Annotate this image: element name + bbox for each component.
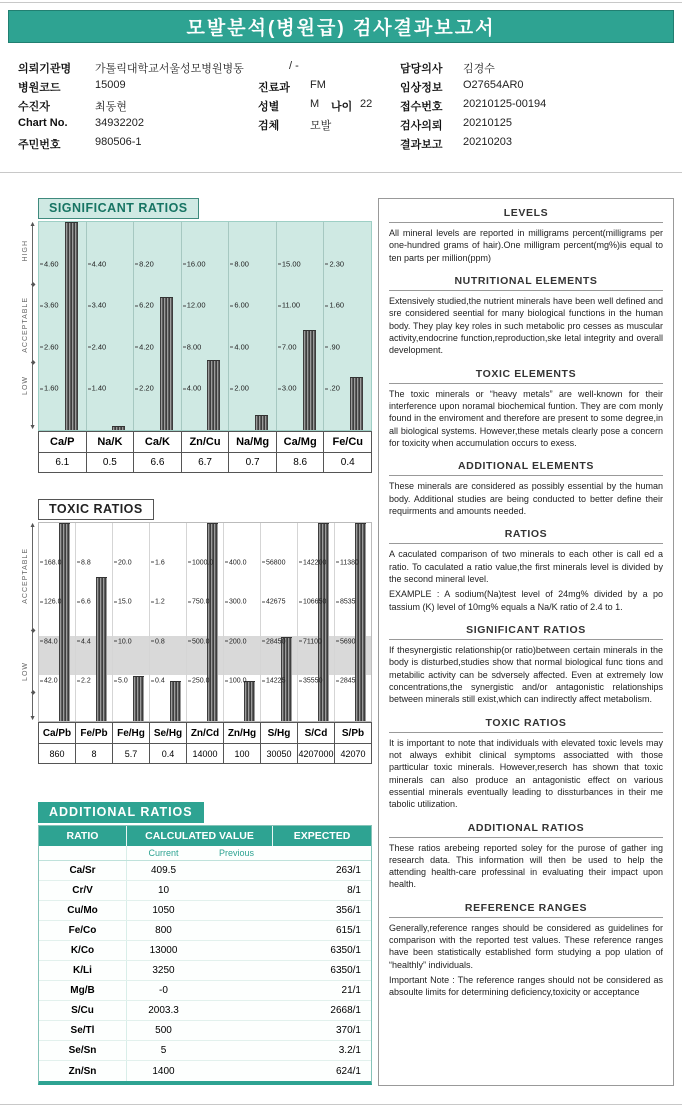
category-cell: Fe/Hg bbox=[112, 723, 149, 743]
ratio-bar bbox=[133, 676, 144, 721]
category-cell: Na/K bbox=[86, 432, 134, 452]
ratio-name-cell: K/Li bbox=[39, 961, 127, 980]
ratio-bar bbox=[318, 523, 329, 721]
value-cell: 0.4 bbox=[149, 744, 186, 763]
expected-value-cell: 356/1 bbox=[335, 905, 361, 916]
chart-column bbox=[334, 523, 371, 721]
category-cell: S/Cd bbox=[297, 723, 334, 743]
chart-column bbox=[75, 523, 112, 721]
org-name-label: 의뢰기관명 bbox=[18, 63, 72, 75]
chart-column bbox=[133, 222, 181, 430]
scale-tick-label: 14225 bbox=[262, 678, 285, 685]
value-cell: 100 bbox=[223, 744, 260, 763]
chart-column bbox=[297, 523, 334, 721]
chart-column bbox=[86, 222, 134, 430]
scale-tick-label: 16.00 bbox=[183, 259, 206, 268]
additional-ratios-table-header bbox=[39, 826, 371, 846]
axis-arrow-up-icon: ▲ bbox=[29, 221, 36, 228]
report-title-banner bbox=[8, 10, 674, 43]
scale-tick-label: 2.20 bbox=[135, 384, 154, 393]
current-value-cell: 2003.3 bbox=[148, 1005, 179, 1016]
axis-arrow-up-icon: ▲ bbox=[29, 522, 36, 529]
scale-tick-label: 6.20 bbox=[135, 301, 154, 310]
expected-value-cell: 263/1 bbox=[335, 865, 361, 876]
significant-ratios-block bbox=[8, 198, 372, 473]
table-row bbox=[39, 981, 371, 1001]
scale-tick-label: 42675 bbox=[262, 599, 285, 606]
ratio-name-cell: S/Cu bbox=[39, 1001, 127, 1020]
patient-info bbox=[0, 60, 682, 165]
expected-value-cell: 6350/1 bbox=[330, 965, 361, 976]
significant-ratios-value-row bbox=[38, 453, 372, 473]
info-section-divider bbox=[389, 917, 663, 918]
sex-label: 성별 bbox=[258, 101, 280, 113]
category-cell: Ca/Mg bbox=[276, 432, 324, 452]
scale-tick-label: 4.00 bbox=[230, 342, 249, 351]
info-section-text: All mineral levels are reported in milligrams percent(milligrams per one-hundred grams of hair).One milligram percent(mg%)is equal to ten parts per million(ppm) bbox=[389, 228, 663, 263]
scale-tick-label: 1.60 bbox=[325, 301, 344, 310]
info-section bbox=[389, 902, 663, 999]
info-section-text: Extensively studied,the nutrient minerals have been well defined and sre considered seential for many biological functions in the human body. They play key roles in such metabolic pro cesses as muscular activity,endocrine function,reproduction,ske letal integrity and overall development. bbox=[389, 295, 663, 356]
scale-tick-label: 3.40 bbox=[88, 301, 107, 310]
info-section bbox=[389, 822, 663, 891]
info-section-divider bbox=[389, 837, 663, 838]
table-row bbox=[39, 861, 371, 881]
scale-tick-label: 2.00 bbox=[230, 384, 249, 393]
scale-tick-label: 500.0 bbox=[188, 638, 210, 645]
significant-ratios-chart bbox=[8, 221, 372, 431]
value-cell: 30050 bbox=[260, 744, 297, 763]
info-section bbox=[389, 207, 663, 264]
toxic-ratios-chart-title: TOXIC RATIOS bbox=[38, 499, 154, 520]
ratio-name-cell: Zn/Sn bbox=[39, 1061, 127, 1081]
scale-tick-label: 6.00 bbox=[230, 301, 249, 310]
table-row bbox=[39, 1021, 371, 1041]
table-row bbox=[39, 881, 371, 901]
scale-tick-label: 1.40 bbox=[88, 384, 107, 393]
ratio-name-cell: Fe/Co bbox=[39, 921, 127, 940]
value-cell: 6.6 bbox=[133, 453, 181, 472]
ratio-name-cell: Ca/Sr bbox=[39, 861, 127, 880]
toxic-ratios-category-row bbox=[38, 722, 372, 744]
axis-zone-acceptable-label: ACCEPTABLE bbox=[22, 296, 29, 353]
previous-subheader: Previous bbox=[218, 848, 254, 858]
scale-tick-label: 3.60 bbox=[40, 301, 59, 310]
scale-tick-label: 28450 bbox=[262, 638, 285, 645]
additional-ratios-title: ADDITIONAL RATIOS bbox=[38, 802, 204, 823]
calculated-column-header: CALCULATED VALUE bbox=[127, 826, 273, 846]
additional-ratios-table bbox=[38, 825, 372, 1085]
axis-diamond-icon: ◆ bbox=[30, 690, 36, 696]
category-cell: Ca/P bbox=[50, 436, 75, 448]
info-section-divider bbox=[389, 543, 663, 544]
info-section-text: If thesynergistic relationship(or ratio)between certain minerals in the body is disturbed,studies show that normal biological func tions and metabilic activity can be sdversely affected. Even at extremely low concentrations,the synergistic and/or antagonistic relationships between minerals still exist,which can indirectly affect metabolism. bbox=[389, 644, 663, 705]
resident-no-label: 주민번호 bbox=[18, 139, 61, 151]
clinical-info-value: O27654AR0 bbox=[463, 79, 524, 91]
current-value-cell: 800 bbox=[155, 925, 172, 936]
scale-tick-label: 5690 bbox=[336, 638, 356, 645]
scale-tick-label: 20.0 bbox=[114, 559, 132, 566]
category-cell: S/Hg bbox=[260, 723, 297, 743]
info-section-title: NUTRITIONAL ELEMENTS bbox=[454, 274, 598, 287]
info-section bbox=[389, 528, 663, 613]
scale-tick-label: 2.60 bbox=[40, 342, 59, 351]
expected-value-cell: 8/1 bbox=[347, 885, 361, 896]
info-section-divider bbox=[389, 639, 663, 640]
scale-tick-label: 0.8 bbox=[151, 638, 165, 645]
scale-tick-label: 168.0 bbox=[40, 559, 62, 566]
age-value: 22 bbox=[360, 98, 373, 110]
chart-column bbox=[112, 523, 149, 721]
scale-tick-label: 1.6 bbox=[151, 559, 165, 566]
scale-tick-label: 4.4 bbox=[77, 638, 91, 645]
department-label: 진료과 bbox=[258, 82, 290, 94]
info-section-divider bbox=[389, 290, 663, 291]
axis-arrow-down-icon: ▼ bbox=[29, 424, 36, 431]
info-section-divider bbox=[389, 732, 663, 733]
toxic-ratios-block bbox=[8, 499, 372, 764]
table-row bbox=[39, 941, 371, 961]
value-cell: 0.4 bbox=[323, 453, 371, 472]
scale-tick-label: 142200 bbox=[299, 559, 326, 566]
ratio-bar bbox=[244, 681, 255, 721]
scale-tick-label: 1.60 bbox=[40, 384, 59, 393]
table-row bbox=[39, 1061, 371, 1081]
expected-value-cell: 6350/1 bbox=[330, 945, 361, 956]
info-section-title: LEVELS bbox=[503, 207, 549, 219]
info-section-text: EXAMPLE : A sodium(Na)test level of 24mg% divided by a po tassium (K) level of 10mg% equals a Na/K ratio of 2.4 to 1. bbox=[389, 589, 663, 612]
scale-tick-label: 2.2 bbox=[77, 678, 91, 685]
specimen-label: 검체 bbox=[258, 120, 280, 132]
current-value-cell: 1400 bbox=[152, 1065, 175, 1077]
chart-column bbox=[276, 222, 324, 430]
table-row bbox=[39, 901, 371, 921]
toxic-ratios-axis bbox=[8, 522, 38, 722]
axis-diamond-icon: ◆ bbox=[30, 628, 36, 634]
scale-tick-label: 126.0 bbox=[40, 599, 62, 606]
info-section-divider bbox=[0, 172, 682, 173]
table-row bbox=[39, 1001, 371, 1021]
current-value-cell: 409.5 bbox=[150, 865, 177, 876]
table-row bbox=[39, 961, 371, 981]
category-cell: S/Pb bbox=[334, 723, 371, 743]
scale-tick-label: 8.00 bbox=[230, 259, 249, 268]
explanation-column bbox=[378, 198, 674, 1086]
report-title: 모발분석(병원급) 검사결과보고서 bbox=[186, 18, 496, 39]
axis-zone-high-label: HIGH bbox=[22, 239, 29, 262]
expected-value-cell: 624/1 bbox=[335, 1065, 361, 1077]
scale-tick-label: 15.00 bbox=[278, 259, 301, 268]
scale-tick-label: 10.0 bbox=[114, 638, 132, 645]
page-bottom-divider bbox=[0, 1104, 682, 1105]
scale-tick-label: 84.0 bbox=[40, 638, 58, 645]
significant-ratios-chart-title: SIGNIFICANT RATIOS bbox=[38, 198, 199, 219]
toxic-ratios-chart bbox=[8, 522, 372, 722]
department-value: FM bbox=[310, 79, 326, 91]
scale-tick-label: 15.0 bbox=[114, 599, 132, 606]
additional-ratios-subheader bbox=[39, 846, 371, 861]
ratio-bar bbox=[355, 523, 366, 721]
doctor-label: 담당의사 bbox=[400, 63, 443, 75]
scale-tick-label: 8.8 bbox=[77, 559, 91, 566]
chart-column bbox=[260, 523, 297, 721]
axis-diamond-icon: ◆ bbox=[30, 281, 36, 288]
info-section bbox=[389, 717, 663, 811]
report-date-label: 결과보고 bbox=[400, 139, 443, 151]
report-date-value: 20210203 bbox=[463, 136, 512, 148]
additional-ratios-table-body bbox=[39, 861, 371, 1081]
axis-zone-low-label: LOW bbox=[22, 662, 29, 681]
info-section-title: TOXIC ELEMENTS bbox=[475, 367, 577, 380]
current-value-cell: 5 bbox=[160, 1045, 167, 1056]
toxic-ratios-plot-area bbox=[38, 522, 372, 722]
subheader-spacer bbox=[39, 846, 127, 860]
scale-tick-label: 2.40 bbox=[88, 342, 107, 351]
ratio-bar bbox=[59, 523, 70, 721]
scale-tick-label: 56800 bbox=[262, 559, 285, 566]
scale-tick-label: 2.30 bbox=[325, 259, 344, 268]
chart-column bbox=[39, 222, 86, 430]
expected-value-cell: 21/1 bbox=[341, 985, 361, 996]
significant-ratios-category-row bbox=[38, 431, 372, 453]
ratio-bar bbox=[303, 330, 316, 430]
table-row bbox=[39, 1041, 371, 1061]
scale-tick-label: 1.2 bbox=[151, 599, 165, 606]
scale-tick-label: 300.0 bbox=[225, 599, 247, 606]
current-value-cell: 1050 bbox=[152, 905, 175, 916]
expected-value-cell: 615/1 bbox=[335, 925, 361, 936]
chart-column bbox=[223, 523, 260, 721]
scale-tick-label: 400.0 bbox=[225, 559, 247, 566]
sex-value: M bbox=[310, 98, 320, 110]
chart-column bbox=[186, 523, 223, 721]
info-section-divider bbox=[389, 222, 663, 223]
expected-value-cell: 3.2/1 bbox=[338, 1045, 361, 1056]
clinical-info-label: 임상정보 bbox=[400, 82, 443, 94]
info-section-text: The toxic minerals or “heavy metals” are well-known for their interference upon noramal biochemical funtion. They are com monly found in the enviroment and therefore are present to some degree,in all biological systems. However,these metals clearly pose a concern for toxicity when accumulation occurs to exess. bbox=[389, 388, 663, 448]
scale-tick-label: 200.0 bbox=[225, 638, 247, 645]
receipt-no-value: 20210125-00194 bbox=[463, 98, 547, 110]
info-section bbox=[389, 275, 663, 357]
value-cell: 0.5 bbox=[86, 453, 134, 472]
patient-name-label: 수진자 bbox=[18, 101, 50, 113]
page-top-divider bbox=[0, 2, 682, 3]
scale-tick-label: 7.00 bbox=[278, 342, 297, 351]
info-section-title: TOXIC RATIOS bbox=[485, 716, 567, 729]
axis-zone-low-label: LOW bbox=[22, 376, 29, 396]
value-cell: 6.1 bbox=[55, 457, 70, 468]
significant-ratios-plot-area bbox=[38, 221, 372, 431]
ratio-bar bbox=[207, 360, 220, 430]
scale-tick-label: 4.60 bbox=[40, 259, 59, 268]
scale-tick-label: 71100 bbox=[299, 638, 322, 645]
expected-value-cell: 2668/1 bbox=[330, 1005, 361, 1016]
scale-tick-label: 4.20 bbox=[135, 342, 154, 351]
age-label: 나이 bbox=[331, 101, 353, 113]
value-cell: 14000 bbox=[186, 744, 223, 763]
current-value-cell: 3250 bbox=[152, 965, 175, 976]
scale-tick-label: 11380 bbox=[336, 559, 359, 566]
ratio-bar bbox=[207, 523, 218, 721]
axis-zone-acceptable-label: ACCEPTABLE bbox=[22, 548, 29, 604]
axis-arrow-down-icon: ▼ bbox=[29, 715, 36, 722]
value-cell: 6.7 bbox=[181, 453, 229, 472]
chart-column bbox=[39, 523, 75, 721]
patient-name-value: 최동현 bbox=[95, 101, 127, 113]
significant-ratios-axis bbox=[8, 221, 38, 431]
ratio-name-cell: Cu/Mo bbox=[39, 901, 127, 920]
info-section-text: These ratios arebeing reported soley for the purose of gather ing research data. This information will then be used to help the attending health-care professinal in evaluating their impact upon health. bbox=[389, 842, 663, 890]
category-cell: Ca/Pb bbox=[42, 727, 72, 739]
ratio-bar bbox=[96, 577, 107, 721]
scale-tick-label: 750.0 bbox=[188, 599, 210, 606]
chart-no-value: 34932202 bbox=[95, 117, 144, 129]
chart-column bbox=[181, 222, 229, 430]
info-section-title: RATIOS bbox=[504, 528, 548, 541]
value-cell: 8.6 bbox=[276, 453, 324, 472]
table-row bbox=[39, 921, 371, 941]
value-cell: 0.7 bbox=[228, 453, 276, 472]
chart-column bbox=[323, 222, 371, 430]
hospital-code-value: 15009 bbox=[95, 79, 126, 91]
scale-tick-label: 2845 bbox=[336, 678, 356, 685]
scale-tick-label: 106650 bbox=[299, 599, 326, 606]
scale-tick-label: 11.00 bbox=[278, 301, 300, 310]
scale-tick-label: 42.0 bbox=[40, 678, 58, 685]
category-cell: Zn/Cd bbox=[186, 723, 223, 743]
scale-tick-label: 8.20 bbox=[135, 259, 154, 268]
info-section-text: It is important to note that individuals with elevated toxic levels may not always exhibit clinical symptoms associatted with those partticular toxic minerals. However,reserch has shown that toxic minerals can also produce an antagonistic effect on various essential minerals eventually leading to dissturbances in their me tabolic utilization. bbox=[389, 737, 663, 810]
category-cell: Ca/K bbox=[133, 432, 181, 452]
hospital-code-label: 병원코드 bbox=[18, 82, 61, 94]
value-cell: 42070 bbox=[334, 744, 371, 763]
info-section-title: REFERENCE RANGES bbox=[464, 901, 588, 914]
ratio-name-cell: Cr/V bbox=[39, 881, 127, 900]
chart-no-label: Chart No. bbox=[18, 117, 68, 129]
specimen-value: 모발 bbox=[310, 120, 332, 132]
ratio-name-cell: Se/Tl bbox=[39, 1021, 127, 1040]
scale-tick-label: 250.0 bbox=[188, 678, 210, 685]
ratio-bar bbox=[65, 222, 78, 430]
doctor-value: 김경수 bbox=[463, 63, 495, 75]
scale-tick-label: 4.00 bbox=[183, 384, 202, 393]
org-extra-value: / - bbox=[289, 60, 299, 72]
scale-tick-label: 6.6 bbox=[77, 599, 91, 606]
scale-tick-label: 1000.0 bbox=[188, 559, 213, 566]
category-cell: Fe/Pb bbox=[75, 723, 112, 743]
scale-tick-label: .20 bbox=[325, 384, 339, 393]
current-value-cell: 500 bbox=[155, 1025, 172, 1036]
expected-value-cell: 370/1 bbox=[335, 1025, 361, 1036]
current-value-cell: -0 bbox=[159, 985, 168, 996]
receipt-no-label: 접수번호 bbox=[400, 101, 443, 113]
value-cell: 8 bbox=[75, 744, 112, 763]
org-name-value: 가톨릭대학교서울성모병원병동 bbox=[95, 63, 244, 75]
expected-column-header: EXPECTED bbox=[293, 830, 351, 842]
ratio-bar bbox=[255, 415, 268, 430]
scale-tick-label: 12.00 bbox=[183, 301, 206, 310]
ratio-column-header: RATIO bbox=[39, 826, 127, 846]
current-subheader: Current bbox=[148, 848, 179, 858]
category-cell: Zn/Cu bbox=[181, 432, 229, 452]
axis-diamond-icon: ◆ bbox=[30, 359, 36, 366]
current-value-cell: 13000 bbox=[149, 945, 178, 956]
ratio-name-cell: Mg/B bbox=[39, 981, 127, 1000]
info-section-title: SIGNIFICANT RATIOS bbox=[466, 623, 586, 636]
charts-column bbox=[8, 198, 372, 1085]
ratio-bar bbox=[350, 377, 363, 430]
info-section-divider bbox=[389, 383, 663, 384]
value-cell: 860 bbox=[49, 748, 65, 759]
additional-ratios-block bbox=[8, 802, 372, 1085]
scale-tick-label: 100.0 bbox=[225, 678, 247, 685]
toxic-ratios-value-row bbox=[38, 744, 372, 764]
scale-tick-label: .90 bbox=[325, 342, 339, 351]
category-cell: Na/Mg bbox=[228, 432, 276, 452]
category-cell: Zn/Hg bbox=[223, 723, 260, 743]
chart-column bbox=[228, 222, 276, 430]
scale-tick-label: 8.00 bbox=[183, 342, 202, 351]
info-section bbox=[389, 460, 663, 517]
current-value-cell: 10 bbox=[157, 885, 170, 896]
info-section-title: ADDITIONAL RATIOS bbox=[467, 821, 585, 834]
resident-no-value: 980506-1 bbox=[95, 136, 142, 148]
chart-column bbox=[149, 523, 186, 721]
request-date-label: 검사의뢰 bbox=[400, 120, 443, 132]
ratio-bar bbox=[160, 297, 173, 430]
scale-tick-label: 0.4 bbox=[151, 678, 165, 685]
ratio-bar bbox=[112, 426, 125, 430]
request-date-value: 20210125 bbox=[463, 117, 512, 129]
category-cell: Se/Hg bbox=[149, 723, 186, 743]
scale-tick-label: 3.00 bbox=[278, 384, 297, 393]
info-section-title: ADDITIONAL ELEMENTS bbox=[457, 460, 595, 473]
value-cell: 4207000 bbox=[297, 744, 334, 763]
info-section-text: Generally,reference ranges should be considered as guidelines for comparison with the reported test values. These reference ranges have been statistically established form studying a pop ulation of “healthly” individuals. bbox=[389, 922, 663, 970]
scale-tick-label: 8535 bbox=[336, 599, 356, 606]
ratio-name-cell: Se/Sn bbox=[39, 1041, 127, 1060]
scale-tick-label: 35550 bbox=[299, 678, 322, 685]
axis-line bbox=[32, 226, 33, 426]
scale-tick-label: 5.0 bbox=[114, 678, 128, 685]
category-cell: Fe/Cu bbox=[323, 432, 371, 452]
info-section-text: These minerals are considered as possibly essential by the human body. Additional studies are being conducted to better define their requirments and amounts needed. bbox=[389, 481, 663, 516]
info-section-divider bbox=[389, 475, 663, 476]
scale-tick-label: 4.40 bbox=[88, 259, 107, 268]
value-cell: 5.7 bbox=[112, 744, 149, 763]
axis-line bbox=[32, 527, 33, 717]
info-section-text: Important Note : The reference ranges should not be considered as absoulte limits for determining deficiency,toxicity or acceptance bbox=[389, 975, 663, 998]
info-section-text: A caculated comparison of two minerals to each other is call ed a ratio. To caculated a ratio value,the first minerals level is divided by the second mineral level. bbox=[389, 549, 663, 584]
ratio-name-cell: K/Co bbox=[39, 941, 127, 960]
ratio-bar bbox=[170, 681, 181, 721]
info-section bbox=[389, 624, 663, 706]
info-section bbox=[389, 368, 663, 450]
